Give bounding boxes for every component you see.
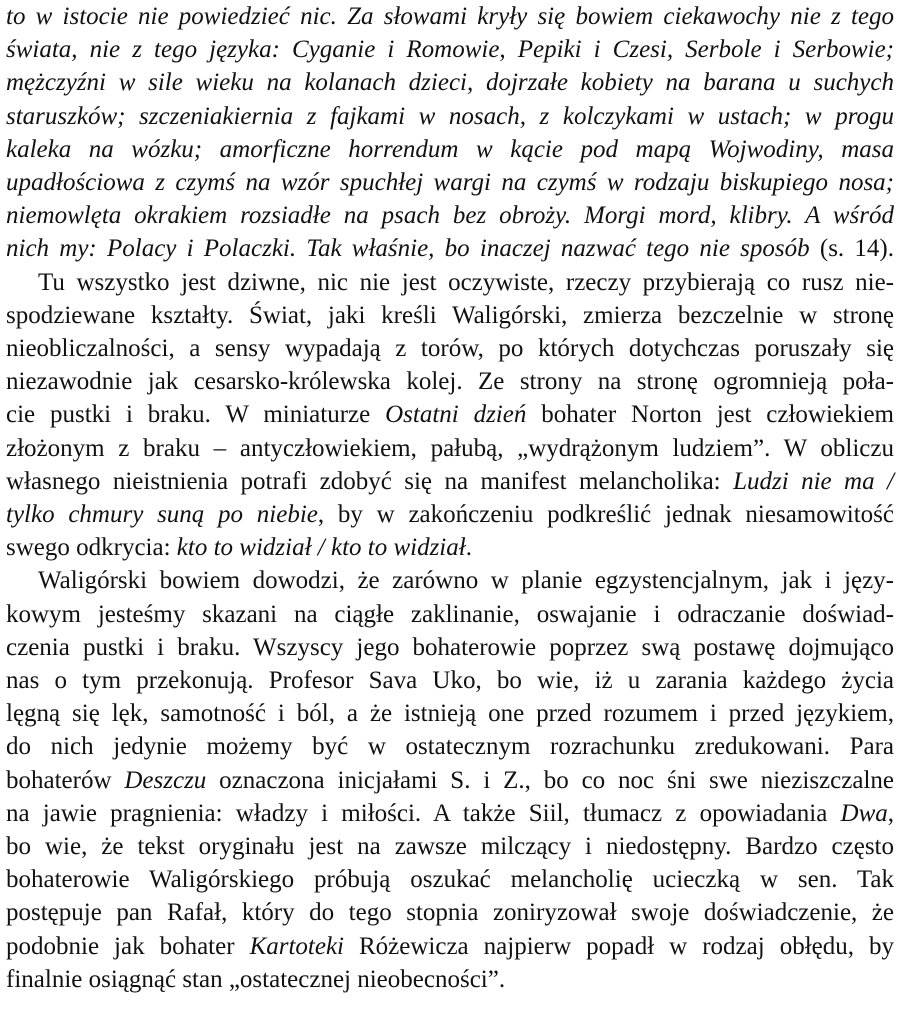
italic-text: kaleka na wózku; amorficzne horrendum w kącie pod mapą Wojwodiny, masa xyxy=(6,135,894,163)
text-line xyxy=(6,730,894,764)
italic-text: Ludzi nie ma / xyxy=(733,467,894,495)
text-line xyxy=(6,33,894,67)
text-line xyxy=(6,133,894,167)
roman-text: nieobliczalności, a sensy wypadają z torów, po których dotychczas poruszały się xyxy=(6,335,894,362)
roman-text: kowym jesteśmy skazani na ciągłe zaklinanie, oswajanie i odraczanie doświad- xyxy=(6,600,894,628)
text-line xyxy=(6,764,894,798)
text-line xyxy=(6,598,894,632)
text-line xyxy=(6,66,894,100)
italic-text: Deszczu xyxy=(124,766,207,794)
roman-text: bohaterowie Waligórskiego próbują oszukać melancholię ucieczką w sen. Tak xyxy=(6,866,894,894)
text-line xyxy=(6,100,894,134)
text-line xyxy=(6,432,894,466)
text-line xyxy=(6,963,894,997)
roman-text: . xyxy=(465,534,472,562)
roman-text: bohaterów xyxy=(6,766,125,794)
text-line xyxy=(38,564,894,598)
roman-text: podobnie jak bohater xyxy=(6,932,250,960)
italic-text: Ostatni dzień xyxy=(385,401,527,429)
roman-text: własnego nieistnienia potrafi zdobyć się na manifest melancholika: xyxy=(6,467,734,495)
roman-text: niezawodnie jak cesarsko-królewska kolej. Ze strony na stronę ogromnieją poła- xyxy=(6,368,894,396)
text-line xyxy=(6,232,894,266)
text-line xyxy=(6,697,894,731)
italic-text: niemowlęta okrakiem rozsiadłe na psach bez obroży. Morgi mord, klibry. A wśród xyxy=(6,202,894,230)
italic-text: kto to widział / kto to widział xyxy=(176,534,466,562)
roman-text: postępuje pan Rafał, który do tego stopnia zoniryzował swoje doświadczenie, że xyxy=(6,899,894,927)
text-line xyxy=(6,930,894,964)
text-line xyxy=(6,664,894,698)
roman-text: złożonym z braku – antyczłowiekiem, pałubą, „wydrążonym ludziem”. W obliczu xyxy=(6,434,894,462)
text-line xyxy=(6,830,894,864)
roman-text: swego odkrycia: xyxy=(6,534,177,562)
text-line xyxy=(6,199,894,233)
roman-text: , by w zakończeniu podkreślić jednak niesamowitość xyxy=(317,501,895,528)
text-line xyxy=(6,531,894,565)
italic-text: Dwa xyxy=(840,799,888,827)
roman-text: Różewicza najpierw popadł w rodzaj obłędu, by xyxy=(344,932,894,960)
italic-text: Kartoteki xyxy=(249,932,344,960)
roman-text: (s. 14). xyxy=(809,235,894,263)
text-line xyxy=(6,299,894,333)
italic-text: staruszków; szczeniakiernia z fajkami w nosach, z kolczykami w ustach; w progu xyxy=(6,102,894,130)
text-line xyxy=(6,498,894,532)
roman-text: nas o tym przekonują. Profesor Sava Uko, bo wie, iż u zarania każdego życia xyxy=(6,667,894,694)
roman-text: bo wie, że tekst oryginału jest na zawsze milczący i niedostępny. Bardzo często xyxy=(6,833,894,860)
roman-text: finalnie osiągnąć stan „ostatecznej nieobecności”. xyxy=(6,965,506,993)
roman-text: do nich jedynie możemy być w ostatecznym rozrachunku zredukowani. Para xyxy=(6,733,894,761)
roman-text: czenia pustki i braku. Wszyscy jego bohaterowie poprzez swą postawę dojmująco xyxy=(6,633,894,661)
text-line xyxy=(6,166,894,200)
text-line xyxy=(6,465,894,499)
text-line xyxy=(6,332,894,366)
roman-text: Waligórski bowiem dowodzi, że zarówno w planie egzystencjalnym, jak i języ- xyxy=(38,567,894,595)
roman-text: oznaczona inicjałami S. i Z., bo co noc śni swe nieziszczalne xyxy=(206,766,894,794)
text-line xyxy=(6,797,894,831)
text-line xyxy=(6,0,894,34)
roman-text: spodziewane kształty. Świat, jaki kreśli Waligórski, zmierza bezczelnie w stronę xyxy=(6,301,894,329)
roman-text: bohater Norton jest człowiekiem xyxy=(526,401,894,429)
text-line xyxy=(6,863,894,897)
text-line xyxy=(6,631,894,665)
roman-text: na jawie pragnienia: władzy i miłości. A także Siil, tłumacz z opowiadania xyxy=(6,799,841,827)
italic-text: nich my: Polacy i Polaczki. Tak właśnie, bo inaczej nazwać tego nie sposób xyxy=(6,235,810,263)
roman-text: Tu wszystko jest dziwne, nic nie jest oczywiste, rzeczy przybierają co rusz nie- xyxy=(38,268,894,296)
italic-text: to w istocie nie powiedzieć nic. Za słowami kryły się bowiem ciekawochy nie z tego xyxy=(6,3,894,30)
roman-text: cie pustki i braku. W miniaturze xyxy=(6,401,386,429)
text-line xyxy=(6,398,894,432)
italic-text: upadłościowa z czymś na wzór spuchłej wargi na czymś w rodzaju biskupiego nosa; xyxy=(6,169,894,196)
roman-text: lęgną się lęk, samotność i ból, a że istnieją one przed rozumem i przed językiem, xyxy=(6,700,894,728)
roman-text: , xyxy=(887,799,894,827)
italic-text: mężczyźni w sile wieku na kolanach dzieci, dojrzałe kobiety na barana u suchych xyxy=(6,69,894,97)
text-line xyxy=(38,266,894,300)
text-line xyxy=(6,365,894,399)
text-line xyxy=(6,896,894,930)
italic-text: świata, nie z tego języka: Cyganie i Romowie, Pepiki i Czesi, Serbole i Serbowie; xyxy=(6,36,894,64)
italic-text: tylko chmury suną po niebie xyxy=(6,501,318,528)
